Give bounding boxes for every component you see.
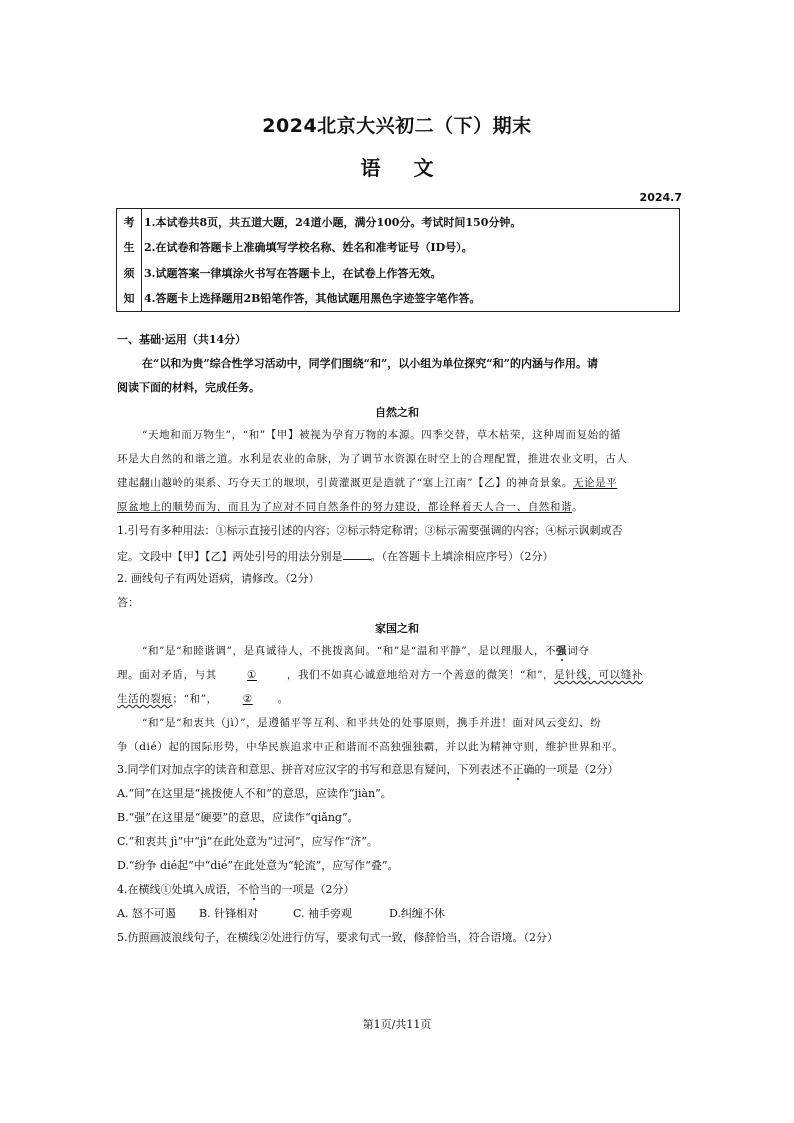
passage-line: 理。面对矛盾，与其 ① ，我们不如真心诚意地给对方一个善意的微笑！“和”，是针线，可以缝补 [117,669,643,681]
notice-item: 2.在试卷和答题卡上准确填写学校名称、姓名和准考证号（ID号）。 [144,241,473,255]
dotted-phrase: 不正确 [501,763,535,776]
option-d: D.“纷争 dié起”中“dié”在此处意为“轮流”，应写作“叠”。 [117,859,399,872]
option-b: B.“强”在这里是“硬要”的意思，应读作“qiǎng”。 [117,811,359,824]
notice-label-char: 生 [123,241,135,255]
candidate-notice-box [116,208,680,312]
passage-line: 建起翻山越岭的渠系、巧夺天工的堰坝，引黄灌溉更是造就了“塞上江南”【乙】的神奇景象。无论是平 [117,477,618,489]
passage-title-family: 家国之和 [375,622,419,635]
passage-line: 环是大自然的和谐之道。水利是农业的命脉，为了调节水资源在时空上的合理配置，推进农业文明，古人 [117,453,628,465]
question-1: 定。文段中【甲】【乙】两处引号的用法分别是 。（在答题卡上填涂相应序号）（2分） [117,550,554,563]
page-number: 第1页/共11页 [362,1018,432,1031]
section-intro-line: 阅读下面的材料，完成任务。 [117,381,260,394]
wavy-sentence: 是针线，可以缝补 [554,669,643,681]
option-b: B. 针锋相对 [199,907,259,920]
option-a: A.“间”在这里是“挑拨使人不和”的意思，应读作“jiàn”。 [117,787,392,800]
question-1: 1.引号有多种用法：①标示直接引述的内容；②标示特定称谓；③标示需要强调的内容；④标示讽刺或否 [117,524,623,537]
notice-label-char: 考 [123,215,135,229]
notice-item: 4.答题卡上选择题用2B铅笔作答，其他试题用黑色字迹签字笔作答。 [144,292,481,306]
dotted-char: 强 [556,645,568,657]
answer-label: 答： [117,596,139,609]
notice-item: 1.本试卷共8页，共五道大题，24道小题，满分100分。考试时间150分钟。 [144,215,522,229]
section-heading: 一、基础·运用（共14分） [117,333,247,346]
dotted-phrase: 不恰当 [237,883,271,896]
option-c: C.“和衷共 jì”中“jì”在此处意为“过河”，应写作“济”。 [117,835,378,848]
passage-title-nature: 自然之和 [375,406,419,419]
option-d: D.纠缠不休 [389,907,445,920]
blank-1: ① [246,669,257,681]
question-5: 5.仿照画波浪线句子，在横线②处进行仿写，要求句式一致，修辞恰当，符合语境。（2分） [117,931,558,944]
passage-line: 原盆地上的顺势而为，而且为了应对不同自然条件的努力建设，都诠释着天人合一、自然和谐。 [117,501,584,513]
passage-line: 生活的裂痕；“和”， ② 。 [117,693,289,705]
exam-date: 2024.7 [639,191,682,204]
blank-2: ② [242,693,253,705]
notice-label-char: 知 [123,292,135,306]
underlined-sentence: 原盆地上的顺势而为，而且为了应对不同自然条件的努力建设，都诠释着天人合一、自然和谐 [117,501,573,513]
notice-list [142,209,679,311]
option-a: A. 怒不可遏 [117,907,176,920]
notice-item: 3.试题答案一律填涂火书写在答题卡上，在试卷上作答无效。 [144,266,442,280]
question-4: 4.在横线①处填入成语，不恰当的一项是（2分） [117,883,355,896]
notice-label-char: 须 [123,266,135,280]
wavy-sentence: 生活的裂痕 [117,693,173,705]
underlined-sentence: 无论是平 [572,477,618,489]
notice-label [117,209,142,311]
passage-line: “和”是“和睦谐调”，是真诚待人，不挑拨离间。“和”是“温和平静”，是以理服人，不强词夺 [142,645,590,657]
question-3: 3.同学们对加点字的读音和意思、拼音对应汉字的书写和意思有疑问，下列表述不正确的一项是（2分） [117,763,619,776]
exam-title: 2024北京大兴初二（下）期末 [262,115,532,137]
option-c: C. 袖手旁观 [293,907,353,920]
passage-line: 争（dié）起的国际形势，中华民族追求中正和谐而不高独强独霸，并以此为精神守则，维护世界和平。 [117,741,624,753]
section-intro-line: 在“以和为贵”综合性学习活动中，同学们围绕“和”，以小组为单位探究“和”的内涵与作用。请 [142,357,598,370]
question-4-options [117,907,445,921]
passage-line: “天地和而万物生”，“和”【甲】被视为孕育万物的本源。四季交替，草木枯荣，这种周而复始的循 [142,429,621,441]
answer-blank [343,548,371,560]
question-2: 2. 画线句子有两处语病，请修改。（2分） [117,572,320,585]
subject-title: 语 文 [360,156,434,180]
passage-line: “和”是“和衷共（jì）”，是遵循平等互利、和平共处的处事原则，携手并进！面对风云变幻、纷 [142,717,602,729]
